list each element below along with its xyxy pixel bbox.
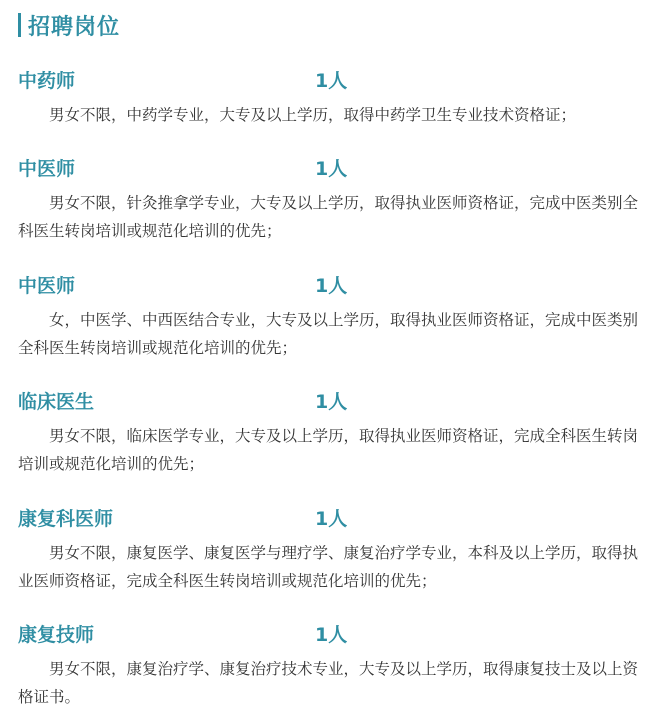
position-header [18, 67, 654, 95]
position-title: 康复科医师 [18, 508, 114, 530]
position-title: 中医师 [18, 158, 76, 180]
section-title: 招聘岗位 [28, 14, 121, 40]
section-accent-bar [18, 13, 21, 37]
position-description: 男女不限，针灸推拿学专业，大专及以上学历，取得执业医师资格证，完成中医类别全科医生转岗培训或规范化培训的优先； [18, 194, 639, 240]
position-item [18, 155, 654, 245]
position-item [18, 272, 654, 362]
position-header [18, 621, 654, 649]
position-header [18, 155, 654, 183]
position-count: 1人 [315, 70, 348, 92]
position-item [18, 67, 654, 129]
position-count: 1人 [315, 275, 348, 297]
position-header [18, 388, 654, 416]
position-count: 1人 [315, 391, 348, 413]
position-description: 男女不限，康复治疗学、康复治疗技术专业，大专及以上学历，取得康复技士及以上资格证书。 [18, 660, 639, 706]
position-description: 男女不限，中药学专业，大专及以上学历，取得中药学卫生专业技术资格证； [49, 106, 577, 124]
position-header [18, 272, 654, 300]
position-title: 临床医生 [18, 391, 95, 413]
position-description: 男女不限，康复医学、康复医学与理疗学、康复治疗学专业，本科及以上学历，取得执业医师资格证，完成全科医生转岗培训或规范化培训的优先； [18, 544, 639, 590]
position-count: 1人 [315, 624, 348, 646]
position-description: 女，中医学、中西医结合专业，大专及以上学历，取得执业医师资格证，完成中医类别全科医生转岗培训或规范化培训的优先； [18, 311, 639, 357]
position-description: 男女不限，临床医学专业，大专及以上学历，取得执业医师资格证，完成全科医生转岗培训或规范化培训的优先； [18, 427, 639, 473]
position-count: 1人 [315, 158, 348, 180]
position-item [18, 388, 654, 478]
position-title: 康复技师 [18, 624, 95, 646]
position-header [18, 505, 654, 533]
position-item [18, 505, 654, 595]
position-item [18, 621, 654, 711]
position-title: 中药师 [18, 70, 76, 92]
position-count: 1人 [315, 508, 348, 530]
section-header [18, 10, 654, 40]
position-title: 中医师 [18, 275, 76, 297]
